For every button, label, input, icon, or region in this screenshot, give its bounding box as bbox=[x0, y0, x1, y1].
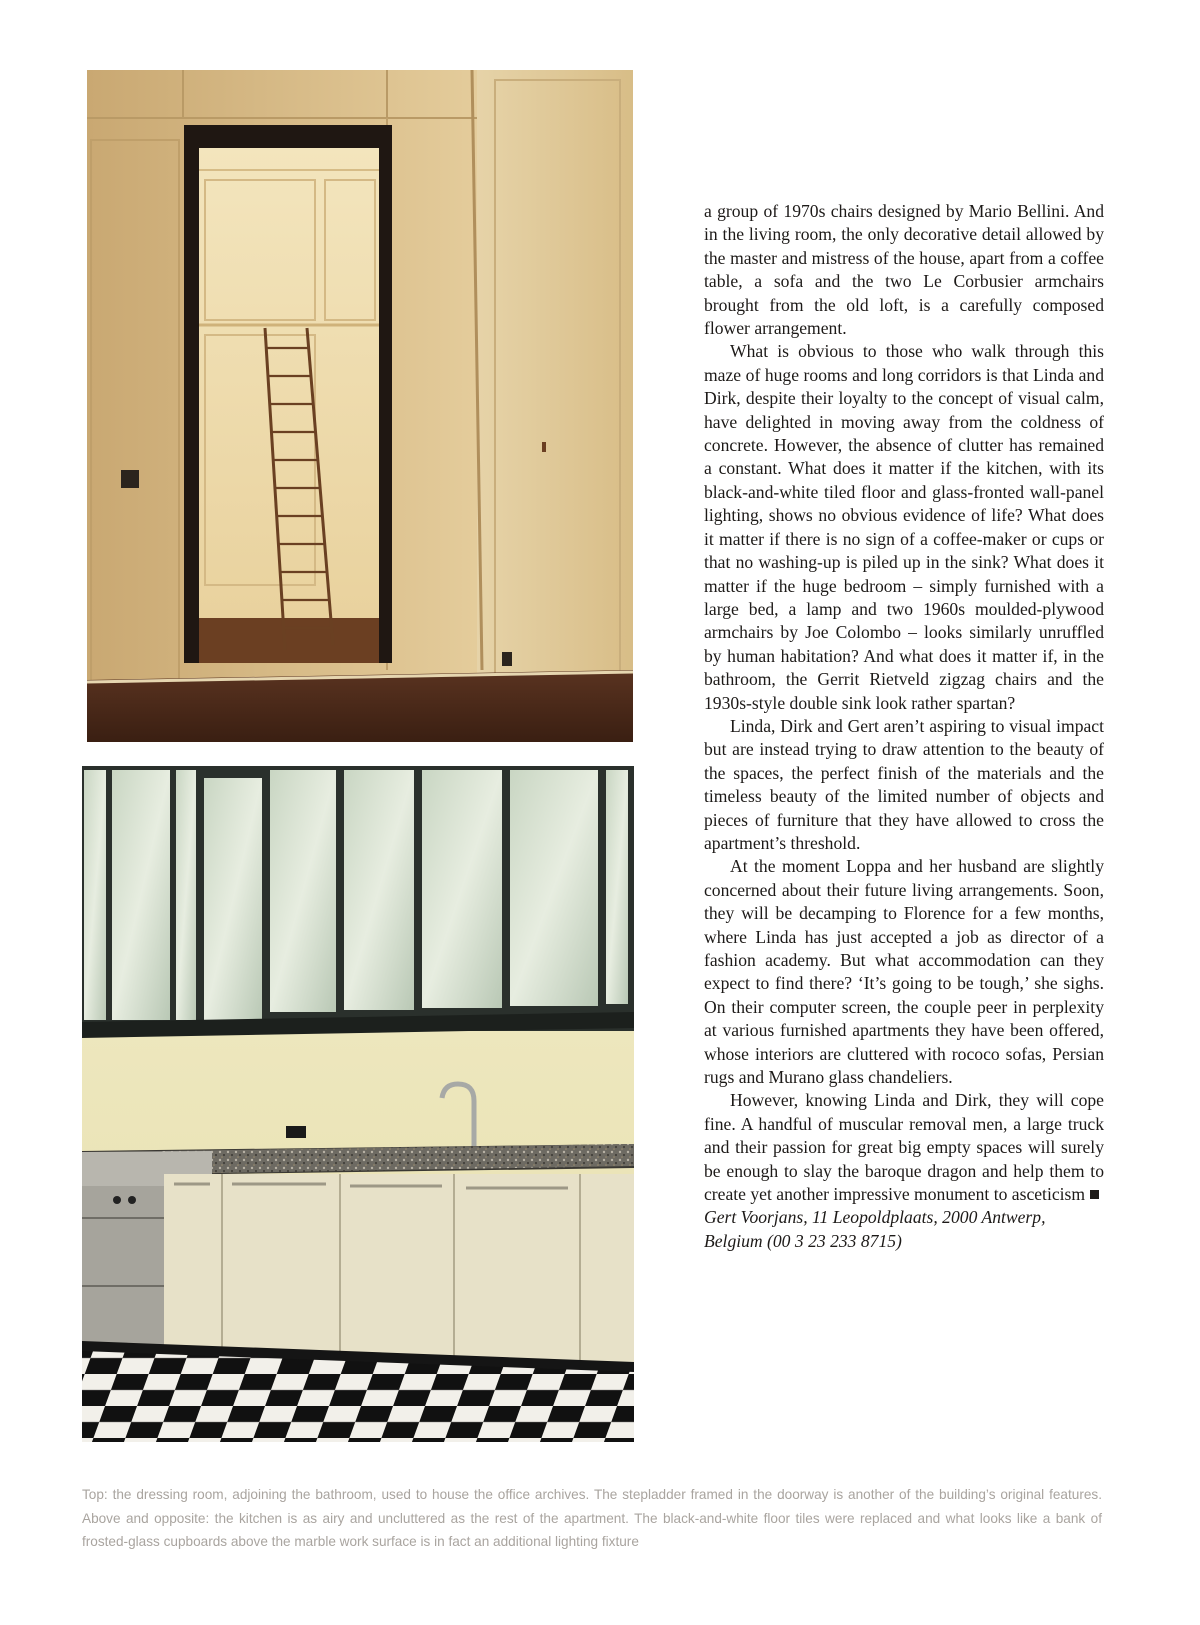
article-paragraph-1: a group of 1970s chairs designed by Mario Bellini. And in the living room, the only decorative detail allowed by the master and mistress of the house, apart from a coffee table, a sofa and the two Le Corbusier armchairs brought from the old loft, is a carefully composed flower arrangement. bbox=[704, 201, 1104, 339]
kitchen-illustration bbox=[82, 766, 634, 1442]
article-paragraph-2: What is obvious to those who walk through this maze of huge rooms and long corridors is that Linda and Dirk, despite their loyalty to the concept of visual calm, have delighted in moving away from the coldness of concrete. However, the absence of clutter has remained a constant. What does it matter if the kitchen, with its black-and-white tiled floor and glass-fronted wall-panel lighting, shows no obvious evidence of life? What does it matter if there is no sign of a coffee-maker or cups or that no washing-up is piled up in the sink? What does it matter if the huge bedroom – simply furnished with a large bed, a lamp and two 1960s moulded-plywood armchairs by Joe Colombo – looks similarly unruffled by human habitation? And what does it matter if, in the bathroom, the Gerrit Rietveld zigzag chairs and the 1930s-style double sink look rather spartan? bbox=[704, 341, 1104, 713]
dressing-room-illustration bbox=[87, 70, 633, 742]
article-paragraph-3: Linda, Dirk and Gert aren’t aspiring to visual impact but are instead trying to draw attention to the beauty of the spaces, the perfect finish of the materials and the timeless beauty of the limited number of objects and pieces of furniture that they have allowed to cross the apartment’s threshold. bbox=[704, 715, 1104, 853]
photo-caption: Top: the dressing room, adjoining the bathroom, used to house the office archives. The stepladder framed in the doorway is another of the building’s original features. Above and opposite: the kitchen is as airy and uncluttered as the rest of the apartment. The black-and-white floor tiles were replaced and what looks like a bank of frosted-glass cupboards above the marble work surface is in fact an additional lighting fixture bbox=[82, 1487, 1102, 1549]
article-paragraph-5-text: However, knowing Linda and Dirk, they will cope fine. A handful of muscular removal men, a large truck and their passion for great big empty spaces will surely be enough to slay the baroque dragon and help them to create yet another impressive monument to asceticism bbox=[704, 1090, 1104, 1205]
end-mark-icon bbox=[1090, 1190, 1099, 1199]
dressing-room-photo bbox=[87, 70, 633, 742]
article-paragraph-5 bbox=[704, 1089, 1104, 1206]
article-paragraph-4: At the moment Loppa and her husband are slightly concerned about their future living arrangements. Soon, they will be decamping to Florence for a few months, where Linda has just accepted a job as director of a fashion academy. But what accommodation can they expect to find there? ‘It’s going to be tough,’ she sighs. On their computer screen, the couple peer in perplexity at various furnished apartments they have been offered, whose interiors are cluttered with rococo sofas, Persian rugs and Murano glass chandeliers. bbox=[704, 856, 1104, 1088]
designer-credit: Gert Voorjans, 11 Leopoldplaats, 2000 Antwerp, Belgium (00 3 23 233 8715) bbox=[704, 1207, 1046, 1251]
kitchen-photo bbox=[82, 766, 634, 1442]
article-body bbox=[704, 200, 1104, 1253]
